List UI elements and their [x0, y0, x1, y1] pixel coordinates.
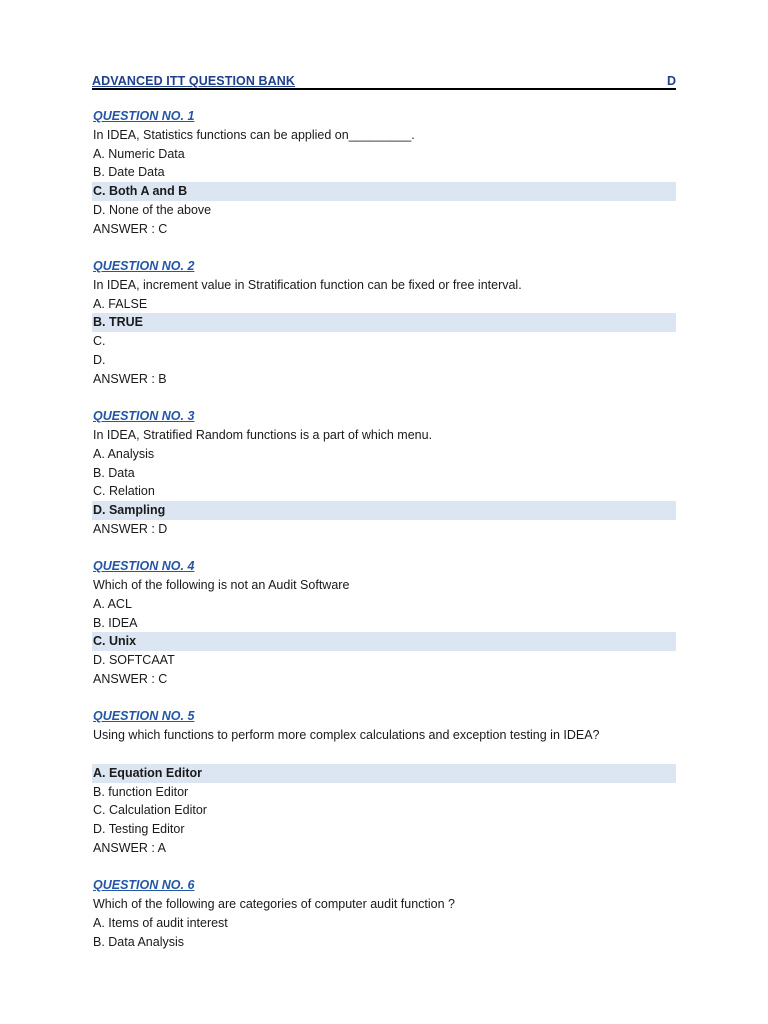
answer-line: ANSWER : D [93, 521, 168, 536]
option-a: A. Numeric Data [93, 146, 185, 161]
option-b-correct: B. TRUE [92, 313, 676, 332]
question-text: Which of the following is not an Audit Software [93, 578, 350, 593]
option-d-correct: D. Sampling [92, 501, 676, 520]
option-b: B. Date Data [93, 165, 165, 180]
option-b: B. function Editor [93, 784, 189, 799]
option-a: A. ACL [93, 596, 132, 611]
answer-line: ANSWER : B [93, 371, 167, 386]
option-c: C. Relation [93, 484, 155, 499]
option-a: A. FALSE [93, 296, 148, 311]
answer-line: ANSWER : A [93, 840, 166, 855]
option-d: D. SOFTCAAT [93, 653, 175, 668]
question-label: QUESTION NO. 5 [93, 709, 195, 724]
option-b: B. IDEA [93, 615, 138, 630]
question-label: QUESTION NO. 6 [93, 878, 195, 893]
question-list [92, 107, 676, 970]
question-label: QUESTION NO. 2 [93, 259, 195, 274]
question-text: In IDEA, Statistics functions can be applied on_________. [93, 127, 415, 142]
option-b: B. Data Analysis [93, 934, 185, 949]
blank-line [92, 745, 676, 764]
option-a-correct: A. Equation Editor [92, 764, 676, 783]
header-letter: D [666, 74, 676, 88]
question-block-3 [92, 407, 676, 539]
question-label: QUESTION NO. 4 [93, 559, 195, 574]
option-d: D. Testing Editor [93, 822, 185, 837]
option-a: A. Items of audit interest [93, 915, 228, 930]
answer-line: ANSWER : C [93, 672, 168, 687]
question-text: In IDEA, Stratified Random functions is a part of which menu. [93, 427, 433, 442]
option-b: B. Data [93, 465, 135, 480]
question-label: QUESTION NO. 1 [93, 109, 195, 123]
option-d: D. [93, 353, 106, 368]
question-text: Using which functions to perform more complex calculations and exception testing in IDEA? [93, 728, 600, 743]
question-text: Which of the following are categories of computer audit function ? [93, 896, 456, 911]
question-block-5 [92, 707, 676, 857]
question-block-1 [92, 107, 676, 239]
option-c-correct: C. Both A and B [92, 182, 676, 201]
page-header [92, 70, 676, 90]
question-label: QUESTION NO. 3 [93, 409, 195, 424]
option-a: A. Analysis [93, 446, 155, 461]
question-text: In IDEA, increment value in Stratification function can be fixed or free interval. [93, 277, 522, 292]
question-block-6 [92, 876, 676, 951]
question-block-4 [92, 557, 676, 689]
option-c: C. Calculation Editor [93, 803, 207, 818]
option-d: D. None of the above [93, 202, 212, 217]
question-block-2 [92, 257, 676, 389]
header-title: ADVANCED ITT QUESTION BANK [92, 74, 296, 88]
option-c: C. [93, 334, 106, 349]
option-c-correct: C. Unix [92, 632, 676, 651]
answer-line: ANSWER : C [93, 221, 168, 236]
